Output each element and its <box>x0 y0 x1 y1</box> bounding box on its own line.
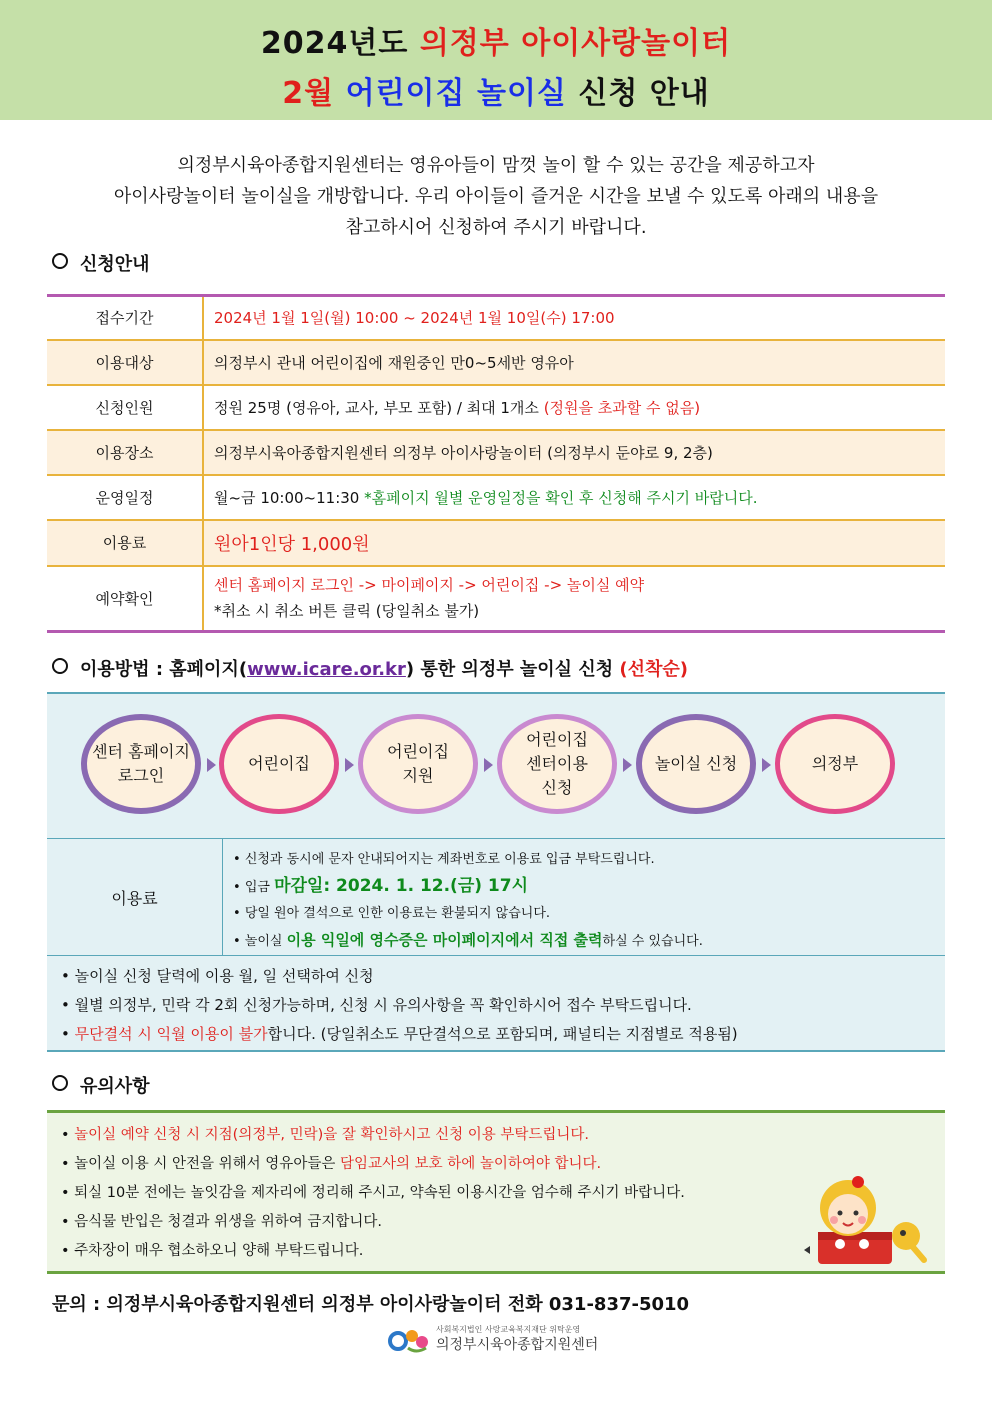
method-box <box>47 692 945 1052</box>
child-mascot-icon <box>800 1170 930 1265</box>
caution-section-heading: 유의사항 <box>52 1072 150 1098</box>
arrow-icon <box>207 758 216 772</box>
arrow-icon <box>623 758 632 772</box>
title-line-2: 2월 어린이집 놀이실 신청 안내 <box>282 76 710 111</box>
step-playroom: 놀이실 신청 <box>636 714 756 814</box>
table-row: 접수기간 2024년 1월 1일(월) 10:00 ~ 2024년 1월 10일(수) 17:00 <box>47 296 945 340</box>
step-login: 센터 홈페이지 로그인 <box>81 714 201 814</box>
arrow-icon <box>345 758 354 772</box>
circle-bullet-icon <box>52 658 68 674</box>
step-support: 어린이집 지원 <box>358 714 478 814</box>
center-logo-icon <box>388 1324 430 1354</box>
method-section-heading: 이용방법 : 홈페이지(www.icare.or.kr) 통한 의정부 놀이실 신청 (선착순) <box>52 655 688 681</box>
step-uijeongbu: 의정부 <box>775 714 895 814</box>
circle-bullet-icon <box>52 253 68 269</box>
table-row: 예약확인 센터 홈페이지 로그인 -> 마이페이지 -> 어린이집 -> 놀이실 예약 *취소 시 취소 버튼 클릭 (당일취소 불가) <box>47 566 945 632</box>
apply-section-heading: 신청안내 <box>52 250 150 276</box>
method-notes: • 놀이실 신청 달력에 이용 월, 일 선택하여 신청 • 월별 의정부, 민락 각 2회 신청가능하며, 신청 시 유의사항을 꼭 확인하시어 접수 부탁드립니다. • 무단결석 시 익월 이용이 불가합니다. (당일취소도 무단결석으로 포함되며, 패널티는 지점별로 적용됨) <box>61 967 738 1043</box>
title-line-1: 2024년도 의정부 아이사랑놀이터 <box>260 26 732 61</box>
table-row: 이용대상 의정부시 관내 어린이집에 재원중인 만0~5세반 영유아 <box>47 340 945 385</box>
inquiry-line: 문의 : 의정부시육아종합지원센터 의정부 아이사랑놀이터 전화 031-837-5010 <box>52 1294 690 1315</box>
arrow-icon <box>762 758 771 772</box>
step-daycare: 어린이집 <box>219 714 339 814</box>
table-row: 신청인원 정원 25명 (영유아, 교사, 부모 포함) / 최대 1개소 (정원을 초과할 수 없음) <box>47 385 945 430</box>
caution-list: • 놀이실 예약 신청 시 지점(의정부, 민락)을 잘 확인하시고 신청 이용 부탁드립니다. • 놀이실 이용 시 안전을 위해서 영유아들은 담임교사의 보호 하에 놀이하여야 합니다. • 퇴실 10분 전에는 놀잇감을 제자리에 정리해 주시고, 약속된 이용시간을 엄수해 주시기 바랍니다. • 음식물 반입은 청결과 위생을 위하여 금지합니다. • 주차장이 매우 협소하오니 양해 부탁드립니다. <box>61 1127 685 1259</box>
fee-row <box>47 838 945 956</box>
table-row: 이용료 원아1인당 1,000원 <box>47 520 945 566</box>
table-row: 운영일정 월~금 10:00~11:30 *홈페이지 월별 운영일정을 확인 후 신청해 주시기 바랍니다. <box>47 475 945 520</box>
intro-paragraph: 의정부시육아종합지원센터는 영유아들이 맘껏 놀이 할 수 있는 공간을 제공하고자 아이사랑놀이터 놀이실을 개방합니다. 우리 아이들이 즐거운 시간을 보낼 수 있도록 아래의 내용을 참고하시어 신청하여 주시기 바랍니다. <box>113 155 879 238</box>
fee-label: 이용료 <box>47 839 223 955</box>
center-logo: 사회복지법인 사랑교육복지재단 위탁운영 의정부시육아종합지원센터 <box>388 1322 618 1356</box>
step-center-use: 어린이집 센터이용 신청 <box>497 714 617 814</box>
arrow-icon <box>484 758 493 772</box>
title-banner <box>0 0 992 120</box>
homepage-link[interactable]: www.icare.or.kr <box>247 659 406 680</box>
circle-bullet-icon <box>52 1075 68 1091</box>
table-row: 이용장소 의정부시육아종합지원센터 의정부 아이사랑놀이터 (의정부시 둔야로 9, 2층) <box>47 430 945 475</box>
apply-info-table <box>47 294 945 633</box>
process-flow <box>47 694 945 838</box>
fee-details: • 신청과 동시에 문자 안내되어지는 계좌번호로 이용료 입금 부탁드립니다. • 입금 마감일: 2024. 1. 12.(금) 17시 • 당일 원아 결석으로 인한 이용료는 환불되지 않습니다. • 놀이실 이용 익일에 영수증은 마이페이지에서 직접 출력하실 수 있습니다. <box>233 852 703 949</box>
